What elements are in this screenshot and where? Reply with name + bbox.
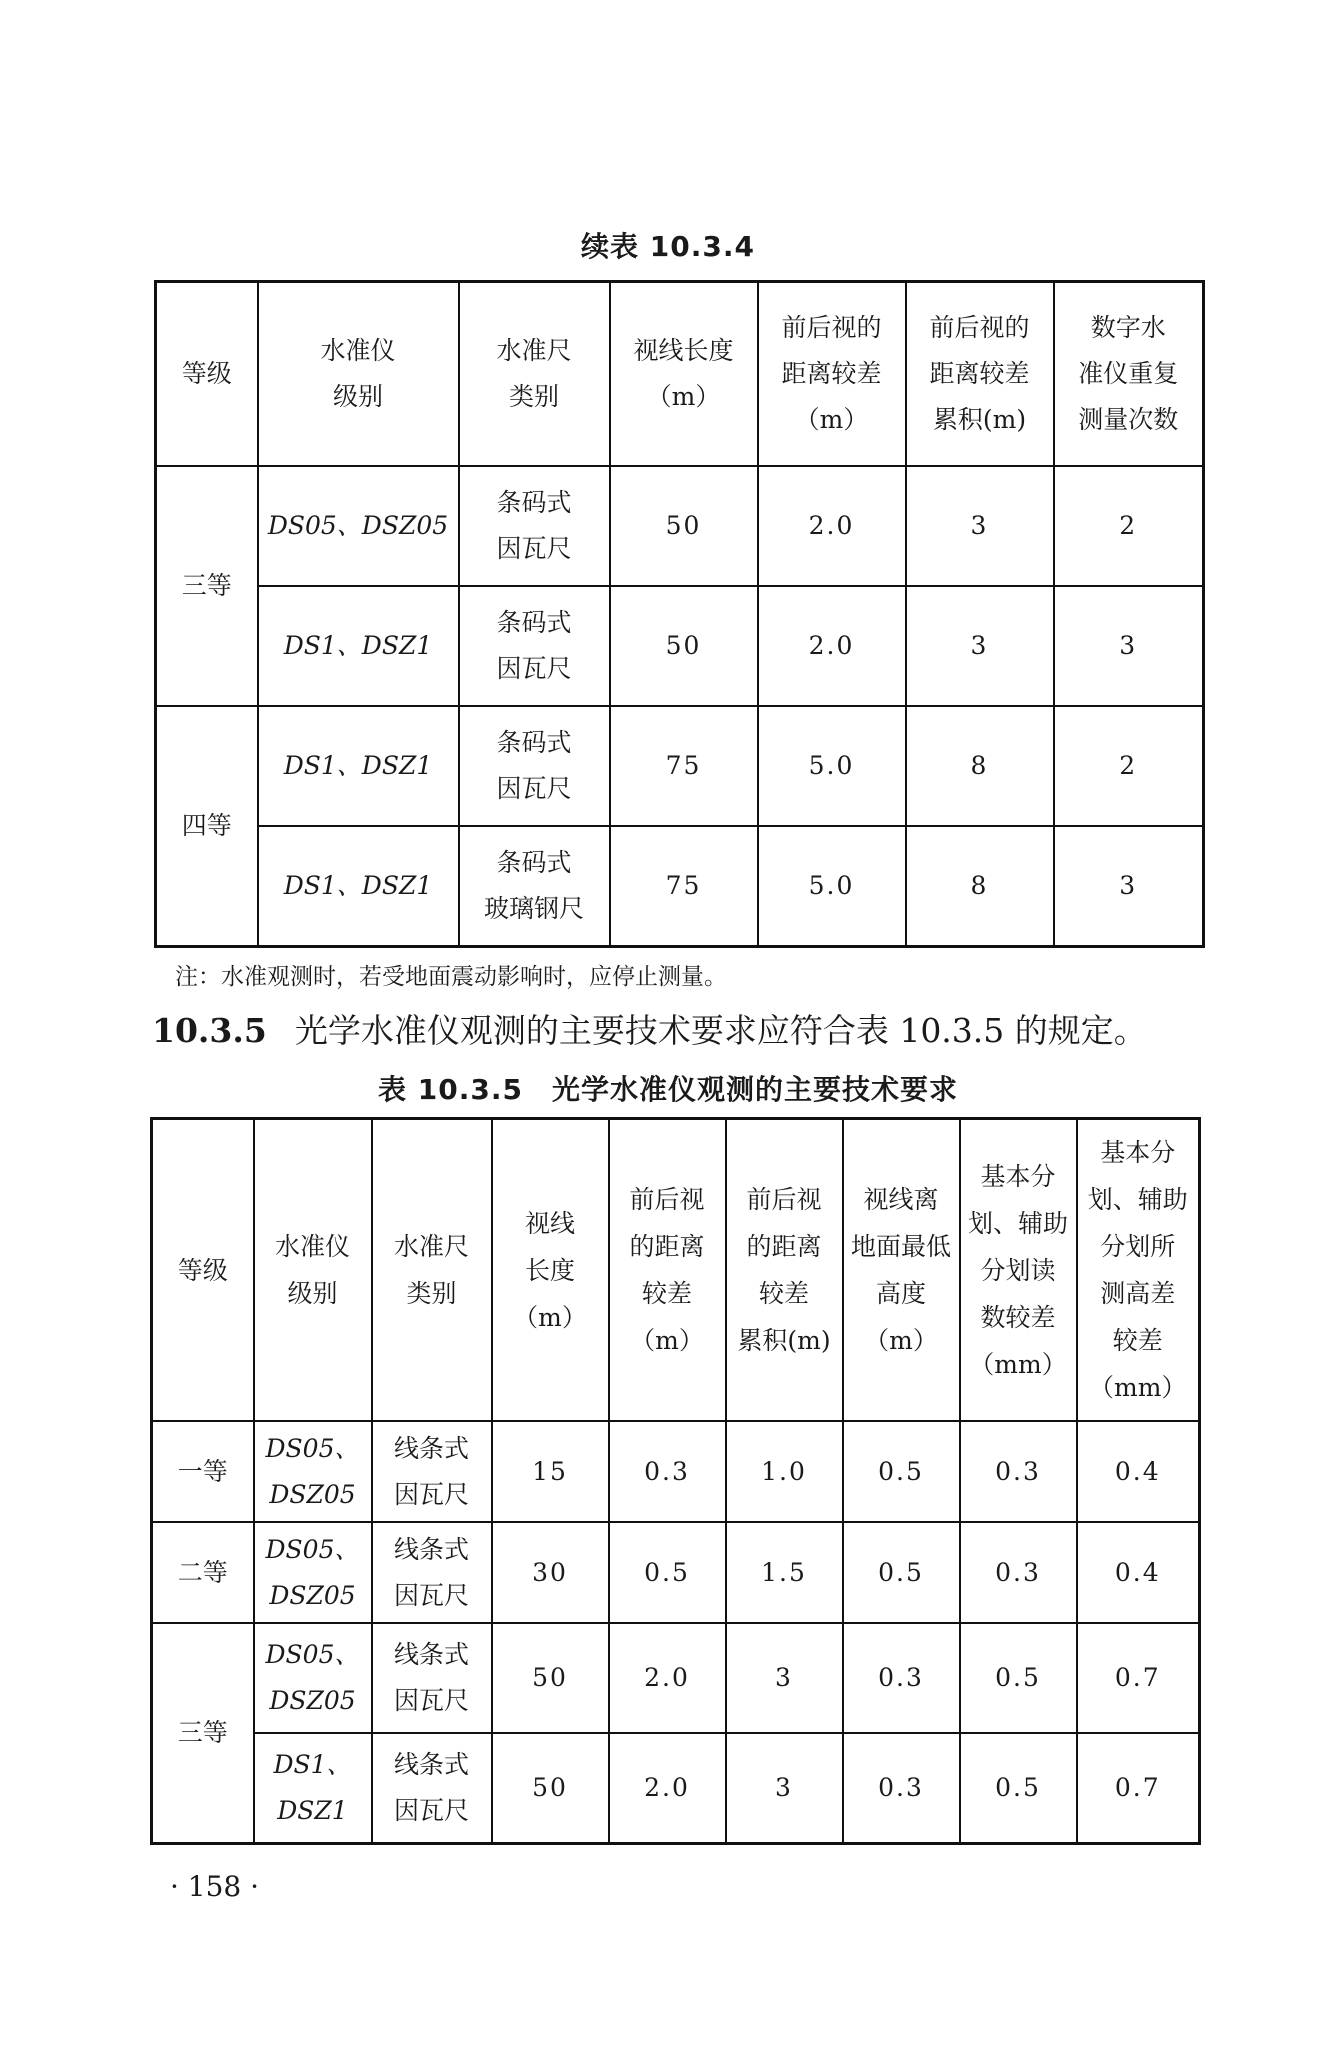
distance-accum-cell: 3: [906, 466, 1054, 586]
rod-cell: 条码式 因瓦尺: [459, 466, 610, 586]
rod-cell: 线条式 因瓦尺: [372, 1522, 492, 1623]
table2-header-cell: 水准尺 类别: [372, 1119, 492, 1422]
grade-cell: 二等: [152, 1522, 254, 1623]
instrument-cell: DS05、DSZ05: [258, 466, 459, 586]
height-diff-cell: 0.4: [1077, 1522, 1200, 1623]
table1-header-row: [156, 282, 1204, 467]
height-diff-cell: 0.7: [1077, 1623, 1200, 1733]
table1-header-cell: 前后视的 距离较差 （m）: [758, 282, 906, 467]
min-height-cell: 0.5: [843, 1522, 960, 1623]
instrument-cell: DS1、DSZ1: [258, 826, 459, 947]
distance-diff-cell: 5.0: [758, 826, 906, 947]
sight-length-cell: 30: [492, 1522, 609, 1623]
table-row: [156, 706, 1204, 826]
reading-diff-cell: 0.3: [960, 1522, 1077, 1623]
table-row: [152, 1522, 1200, 1623]
page-number: · 158 ·: [170, 1870, 260, 1903]
height-diff-cell: 0.4: [1077, 1421, 1200, 1522]
distance-diff-cell: 2.0: [758, 586, 906, 706]
repeat-count-cell: 2: [1054, 706, 1204, 826]
instrument-cell: DS1、DSZ1: [258, 586, 459, 706]
instrument-cell: DS1、DSZ1: [258, 706, 459, 826]
repeat-count-cell: 3: [1054, 586, 1204, 706]
table-row: [156, 466, 1204, 586]
table1-note: 注：水准观测时，若受地面震动影响时，应停止测量。: [175, 964, 727, 990]
distance-accum-cell: 3: [726, 1733, 843, 1844]
table2-header-cell: 水准仪 级别: [254, 1119, 372, 1422]
table2-header-cell: 等级: [152, 1119, 254, 1422]
table1: [154, 280, 1205, 948]
distance-diff-cell: 2.0: [609, 1733, 726, 1844]
distance-accum-cell: 8: [906, 706, 1054, 826]
rod-cell: 线条式 因瓦尺: [372, 1623, 492, 1733]
grade-cell: 一等: [152, 1421, 254, 1522]
min-height-cell: 0.5: [843, 1421, 960, 1522]
reading-diff-cell: 0.5: [960, 1623, 1077, 1733]
table2-header-row: [152, 1119, 1200, 1422]
sight-length-cell: 75: [610, 826, 758, 947]
reading-diff-cell: 0.3: [960, 1421, 1077, 1522]
table-row: [152, 1421, 1200, 1522]
clause-number: 10.3.5: [152, 1011, 267, 1050]
min-height-cell: 0.3: [843, 1733, 960, 1844]
min-height-cell: 0.3: [843, 1623, 960, 1733]
instrument-cell: DS05、 DSZ05: [254, 1522, 372, 1623]
instrument-cell: DS1、 DSZ1: [254, 1733, 372, 1844]
rod-cell: 条码式 因瓦尺: [459, 706, 610, 826]
table-row: [152, 1733, 1200, 1844]
table2-header-cell: 视线 长度 （m）: [492, 1119, 609, 1422]
distance-diff-cell: 0.5: [609, 1522, 726, 1623]
repeat-count-cell: 3: [1054, 826, 1204, 947]
instrument-cell: DS05、 DSZ05: [254, 1421, 372, 1522]
rod-cell: 条码式 玻璃钢尺: [459, 826, 610, 947]
grade-cell: 三等: [152, 1623, 254, 1844]
table2-header-cell: 前后视 的距离 较差 （m）: [609, 1119, 726, 1422]
table2: [150, 1117, 1201, 1845]
clause-text: 光学水准仪观测的主要技术要求应符合表 10.3.5 的规定。: [294, 1011, 1147, 1050]
distance-accum-cell: 1.0: [726, 1421, 843, 1522]
table1-header-cell: 水准尺 类别: [459, 282, 610, 467]
table-row: [152, 1623, 1200, 1733]
instrument-cell: DS05、 DSZ05: [254, 1623, 372, 1733]
rod-cell: 条码式 因瓦尺: [459, 586, 610, 706]
table-row: [156, 586, 1204, 706]
table1-title: 续表 10.3.4: [581, 230, 755, 263]
rod-cell: 线条式 因瓦尺: [372, 1733, 492, 1844]
rod-cell: 线条式 因瓦尺: [372, 1421, 492, 1522]
repeat-count-cell: 2: [1054, 466, 1204, 586]
table2-title: 表 10.3.5 光学水准仪观测的主要技术要求: [378, 1073, 958, 1106]
table2-header-cell: 基本分 划、辅助 分划所 测高差 较差 （mm）: [1077, 1119, 1200, 1422]
table1-header-cell: 视线长度 （m）: [610, 282, 758, 467]
distance-diff-cell: 5.0: [758, 706, 906, 826]
table1-header-cell: 数字水 准仪重复 测量次数: [1054, 282, 1204, 467]
table2-header-cell: 视线离 地面最低 高度 （m）: [843, 1119, 960, 1422]
sight-length-cell: 50: [492, 1623, 609, 1733]
table1-header-cell: 前后视的 距离较差 累积(m): [906, 282, 1054, 467]
table-row: [156, 826, 1204, 947]
table1-header-cell: 等级: [156, 282, 258, 467]
sight-length-cell: 50: [610, 466, 758, 586]
reading-diff-cell: 0.5: [960, 1733, 1077, 1844]
sight-length-cell: 75: [610, 706, 758, 826]
grade-cell: 四等: [156, 706, 258, 947]
distance-accum-cell: 1.5: [726, 1522, 843, 1623]
distance-accum-cell: 3: [726, 1623, 843, 1733]
table1-header-cell: 水准仪 级别: [258, 282, 459, 467]
sight-length-cell: 50: [492, 1733, 609, 1844]
table2-header-cell: 基本分 划、辅助 分划读 数较差 （mm）: [960, 1119, 1077, 1422]
distance-diff-cell: 2.0: [609, 1623, 726, 1733]
distance-accum-cell: 8: [906, 826, 1054, 947]
distance-diff-cell: 2.0: [758, 466, 906, 586]
sight-length-cell: 50: [610, 586, 758, 706]
grade-cell: 三等: [156, 466, 258, 706]
sight-length-cell: 15: [492, 1421, 609, 1522]
height-diff-cell: 0.7: [1077, 1733, 1200, 1844]
distance-diff-cell: 0.3: [609, 1421, 726, 1522]
table2-header-cell: 前后视 的距离 较差 累积(m): [726, 1119, 843, 1422]
clause-heading: [152, 1005, 1147, 1052]
distance-accum-cell: 3: [906, 586, 1054, 706]
